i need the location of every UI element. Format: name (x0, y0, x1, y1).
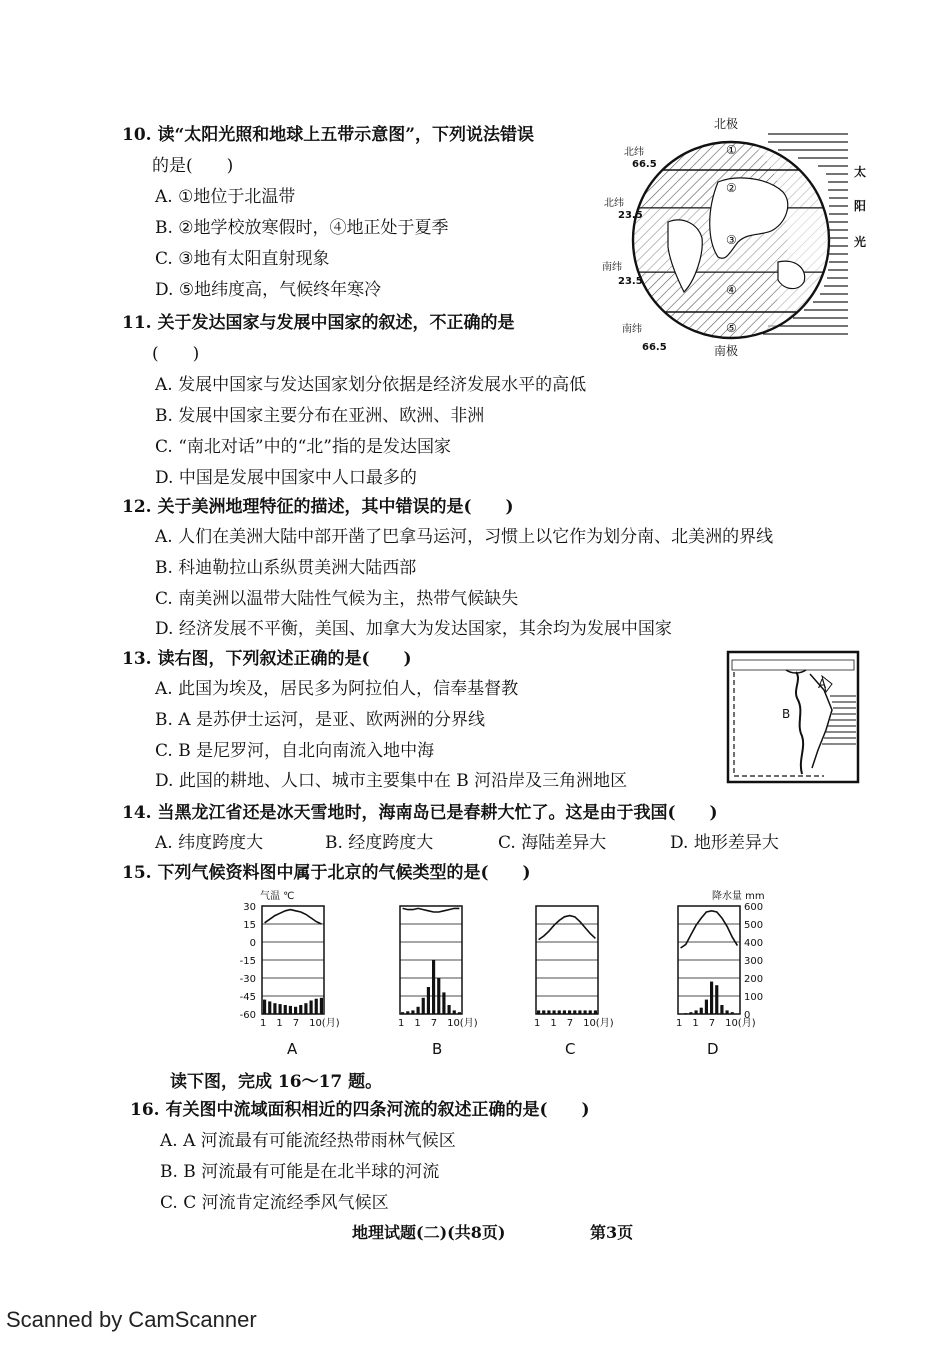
chart-caption-c: C (565, 1040, 576, 1058)
lat-s665-value: 66.5 (642, 342, 667, 353)
zone-2-marker: ② (726, 181, 737, 195)
climate-chart-b (398, 906, 478, 1029)
precip-bar (417, 1007, 420, 1014)
climate-chart-a (260, 906, 340, 1029)
precip-bar (453, 1010, 456, 1014)
lat-n665-value: 66.5 (632, 159, 657, 170)
precip-bar (411, 1010, 414, 1014)
precip-tick-label: 200 (744, 974, 764, 985)
precip-bar (589, 1010, 592, 1014)
footer-page: 第3页 (590, 1223, 634, 1242)
precip-bar (726, 1010, 729, 1014)
footer-title: 地理试题(二)(共8页) (352, 1223, 506, 1242)
precip-bar (568, 1010, 571, 1014)
q16-option-c: C. C 河流肯定流经季风气候区 (160, 1193, 389, 1213)
intro-16-17: 读下图，完成 16～17 题。 (170, 1072, 383, 1092)
precip-bar (284, 1005, 287, 1014)
precip-bar (578, 1010, 581, 1014)
q13-option-d: D. 此国的耕地、人口、城市主要集中在 B 河沿岸及三角洲地区 (155, 771, 628, 791)
precip-bar (427, 987, 430, 1014)
precip-bar (401, 1012, 404, 1014)
q12-option-c: C. 南美洲以温带大陆性气候为主，热带气候缺失 (155, 589, 519, 609)
q10-stem: 10. 读“太阳光照和地球上五带示意图”，下列说法错误 (122, 125, 535, 145)
chart-caption-a: A (287, 1040, 298, 1058)
precip-bar (310, 1001, 313, 1015)
q12-stem: 12. 关于美洲地理特征的描述，其中错误的是( ) (122, 497, 514, 517)
q10-option-c: C. ③地有太阳直射现象 (155, 249, 330, 269)
q13-option-c: C. B 是尼罗河，自北向南流入地中海 (155, 741, 435, 761)
precip-bar (320, 998, 323, 1014)
q12-option-b: B. 科迪勒拉山系纵贯美洲大陆西部 (155, 558, 417, 578)
lat-n235-value: 23.5 (618, 210, 643, 221)
precip-bar (563, 1010, 566, 1014)
lat-s235-label: 南纬 (602, 262, 622, 273)
month-tick-label: 1 1 7 10(月) (534, 1018, 614, 1029)
precip-bar (715, 985, 718, 1014)
q10-option-a: A. ①地位于北温带 (155, 187, 296, 207)
scanner-watermark: Scanned by CamScanner (6, 1307, 257, 1332)
month-tick-label: 1 1 7 10(月) (676, 1018, 756, 1029)
q14-stem: 14. 当黑龙江省还是冰天雪地时，海南岛已是春耕大忙了。这是由于我国( ) (122, 803, 718, 823)
zone-3-marker: ③ (726, 233, 737, 247)
q10-option-b: B. ②地学校放寒假时，④地正处于夏季 (155, 218, 449, 238)
q12-option-d: D. 经济发展不平衡，美国、加拿大为发达国家，其余均为发展中国家 (155, 619, 672, 639)
temp-tick-label: 15 (243, 920, 256, 931)
q16-option-a: A. A 河流最有可能流经热带雨林气候区 (160, 1131, 456, 1151)
month-tick-label: 1 1 7 10(月) (260, 1018, 340, 1029)
q15-stem: 15. 下列气候资料图中属于北京的气候类型的是( ) (122, 863, 531, 883)
precip-bar (547, 1010, 550, 1014)
precip-bar (689, 1012, 692, 1014)
precip-bar (553, 1010, 556, 1014)
precip-tick-label: 100 (744, 992, 764, 1003)
map-label-b: B (782, 707, 791, 721)
q11-option-b: B. 发展中国家主要分布在亚洲、欧洲、非洲 (155, 406, 485, 426)
precip-bar (437, 978, 440, 1014)
precip-bar (458, 1012, 461, 1014)
q13-stem: 13. 读右图，下列叙述正确的是( ) (122, 649, 412, 669)
precip-bar (705, 1000, 708, 1014)
q16-stem: 16. 有关图中流域面积相近的四条河流的叙述正确的是( ) (130, 1100, 590, 1120)
lat-s665-label: 南纬 (622, 324, 642, 335)
month-tick-label: 1 1 7 10(月) (398, 1018, 478, 1029)
precip-bar (448, 1005, 451, 1014)
q11-stem-cont: ( ) (152, 344, 200, 364)
egypt-map (726, 650, 860, 784)
lat-s235-value: 23.5 (618, 276, 643, 287)
precip-bar (584, 1010, 587, 1014)
precip-bar (558, 1010, 561, 1014)
temp-tick-label: 0 (249, 938, 256, 949)
sunlight-label-3: 光 (854, 235, 867, 249)
q16-option-b: B. B 河流最有可能是在北半球的河流 (160, 1162, 440, 1182)
precip-bar (537, 1010, 540, 1014)
precip-bar (422, 998, 425, 1014)
q11-stem: 11. 关于发达国家与发展中国家的叙述，不正确的是 (122, 313, 515, 333)
precip-tick-label: 300 (744, 956, 764, 967)
precip-axis-ticks (744, 902, 763, 1021)
zone-1-marker: ① (726, 143, 737, 157)
temp-tick-label: -60 (239, 1010, 256, 1021)
q10-option-d: D. ⑤地纬度高，气候终年寒冷 (155, 280, 382, 300)
chart-caption-d: D (707, 1040, 719, 1058)
chart-caption-b: B (432, 1040, 443, 1058)
precip-bar (594, 1010, 597, 1014)
precip-bar (315, 999, 318, 1014)
precip-tick-label: 400 (744, 938, 764, 949)
map-label-a: A (818, 677, 827, 691)
temp-tick-label: -45 (239, 992, 256, 1003)
zone-5-marker: ⑤ (726, 321, 737, 335)
precip-bar (720, 1005, 723, 1014)
q14-option-b: B. 经度跨度大 (325, 833, 434, 853)
precip-bar (268, 1001, 271, 1014)
precip-bar (736, 1013, 739, 1014)
south-pole-label: 南极 (714, 344, 739, 358)
precip-bar (406, 1011, 409, 1014)
precip-bar (710, 982, 713, 1014)
q14-option-a: A. 纬度跨度大 (155, 833, 264, 853)
precip-bar (304, 1003, 307, 1014)
precip-bar (289, 1006, 292, 1014)
precip-bar (542, 1010, 545, 1014)
climate-charts (220, 886, 780, 1036)
precip-tick-label: 0 (744, 1010, 751, 1021)
precip-bar (432, 960, 435, 1014)
q11-option-c: C. “南北对话”中的“北”指的是发达国家 (155, 437, 451, 457)
q10-stem-cont: 的是( ) (152, 156, 234, 176)
temp-tick-label: -30 (239, 974, 256, 985)
q12-option-a: A. 人们在美洲大陆中部开凿了巴拿马运河，习惯上以它作为划分南、北美洲的界线 (155, 527, 774, 547)
precip-bar (294, 1007, 297, 1014)
earth-zones-figure (598, 112, 870, 362)
q11-option-d: D. 中国是发展中国家中人口最多的 (155, 468, 417, 488)
temp-axis-label: 气温 ℃ (260, 891, 295, 902)
precip-tick-label: 600 (744, 902, 764, 913)
temp-tick-label: 30 (243, 902, 256, 913)
precip-bar (684, 1013, 687, 1014)
sunlight-label-1: 太 (854, 165, 867, 179)
q13-option-a: A. 此国为埃及，居民多为阿拉伯人，信奉基督教 (155, 679, 519, 699)
temp-axis-ticks (240, 902, 256, 1021)
precip-bar (442, 992, 445, 1014)
temp-tick-label: -15 (239, 956, 256, 967)
precip-bar (263, 1000, 266, 1014)
climate-chart-panels (260, 906, 756, 1029)
zone-4-marker: ④ (726, 283, 737, 297)
precip-bar (731, 1012, 734, 1014)
precip-bar (273, 1003, 276, 1014)
north-pole-label: 北极 (714, 117, 739, 131)
q14-option-d: D. 地形差异大 (670, 833, 779, 853)
precip-axis-label: 降水量 mm (712, 891, 765, 902)
precip-bar (299, 1005, 302, 1014)
q14-option-c: C. 海陆差异大 (498, 833, 607, 853)
lat-n665-label: 北纬 (624, 147, 644, 158)
precip-bar (573, 1010, 576, 1014)
q11-option-a: A. 发展中国家与发达国家划分依据是经济发展水平的高低 (155, 375, 587, 395)
precip-bar (679, 1013, 682, 1014)
lat-n235-label: 北纬 (604, 198, 624, 209)
sunlight-label-2: 阳 (854, 199, 867, 213)
climate-chart-c (534, 906, 614, 1029)
precip-bar (695, 1010, 698, 1014)
precip-tick-label: 500 (744, 920, 764, 931)
precip-bar (279, 1004, 282, 1014)
precip-bar (700, 1008, 703, 1014)
q13-option-b: B. A 是苏伊士运河，是亚、欧两洲的分界线 (155, 710, 485, 730)
